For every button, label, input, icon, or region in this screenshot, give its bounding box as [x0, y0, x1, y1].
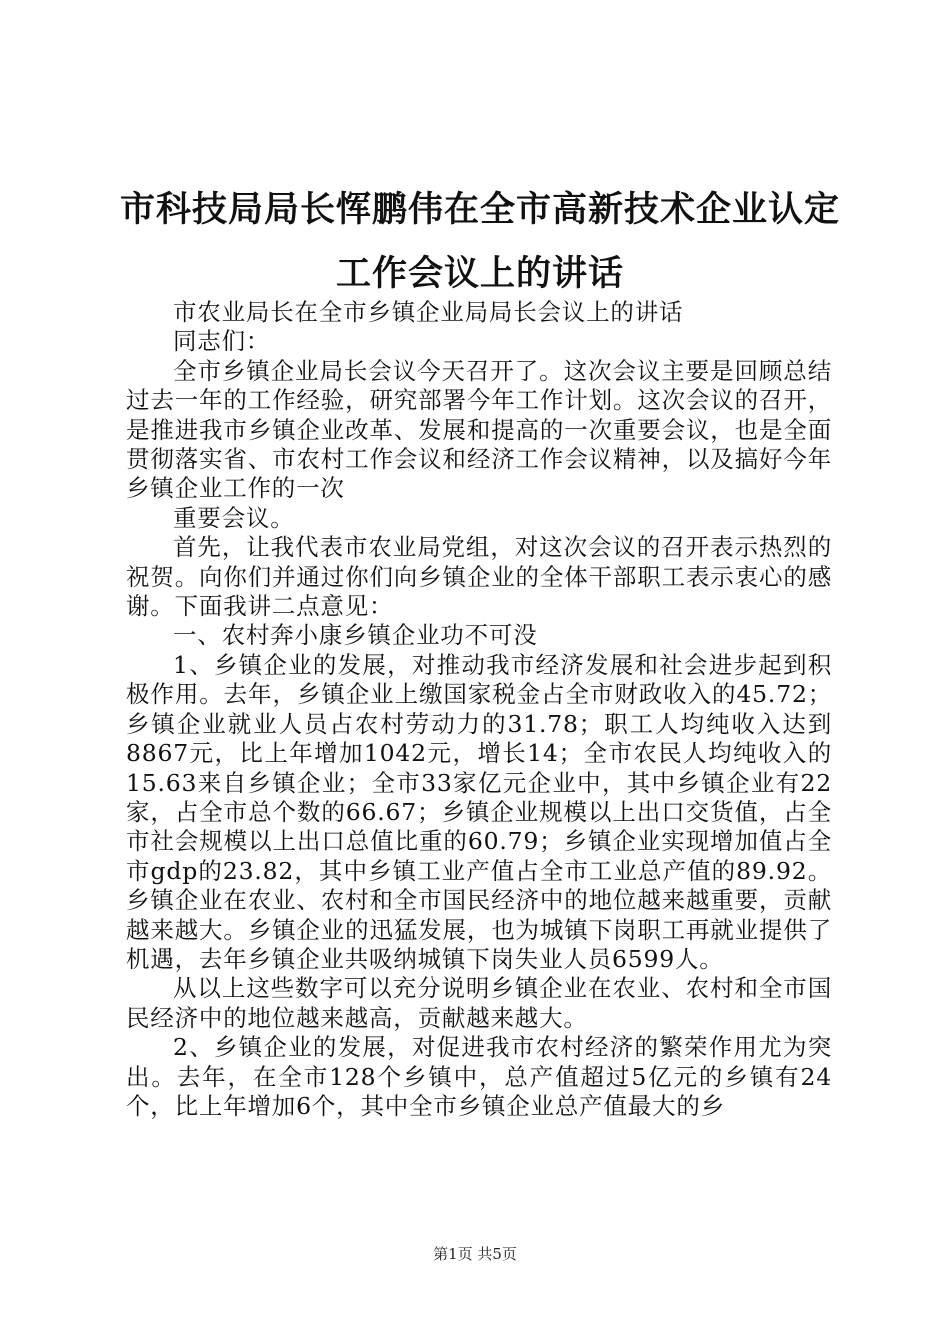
paragraph: 从以上这些数字可以充分说明乡镇企业在农业、农村和全市国民经济中的地位越来越高，贡献越来越大。	[126, 974, 832, 1032]
page-number-footer: 第1页 共5页	[433, 1245, 517, 1263]
document-title: 市科技局局长恽鹏伟在全市高新技术企业认定工作会议上的讲话	[120, 190, 841, 294]
paragraph: 2、乡镇企业的发展，对促进我市农村经济的繁荣作用尤为突出。去年，在全市128个乡镇中，总产值超过5亿元的乡镇有24个，比上年增加6个，其中全市乡镇企业总产值最大的乡	[126, 1033, 832, 1120]
paragraph-salutation: 同志们：	[173, 327, 271, 356]
paragraph-subtitle: 市农业局长在全市乡镇企业局局长会议上的讲话	[173, 298, 684, 326]
paragraph: 重要会议。	[173, 503, 295, 532]
paragraph: 首先，让我代表市农业局党组，对这次会议的召开表示热烈的祝贺。向你们并通过你们向乡镇企业的全体干部职工表示衷心的感谢。下面我讲二点意见：	[126, 533, 832, 621]
section-heading: 一、农村奔小康乡镇企业功不可没	[173, 621, 538, 650]
paragraph: 1、乡镇企业的发展，对推动我市经济发展和社会进步起到积极作用。去年，乡镇企业上缴国家税金占全市财政收入的45.72；乡镇企业就业人员占农村劳动力的31.78；职工人均纯收入达到8867元，比上年增加1042元，增长14；全市农民人均纯收入的15.63来自乡镇企业；全市33家亿元企业中，其中乡镇企业有22家，占全市总个数的66.67；乡镇企业规模以上出口交货值，占全市社会规模以上出口总值比重的60.79；乡镇企业实现增加值占全市gdp的23.82，其中乡镇工业产值占全市工业总产值的89.92。乡镇企业在农业、农村和全市国民经济中的地位越来越重要，贡献越来越大。乡镇企业的迅猛发展，也为城镇下岗职工再就业提供了机遇，去年乡镇企业共吸纳城镇下岗失业人员6599人。	[126, 650, 832, 973]
paragraph: 全市乡镇企业局长会议今天召开了。这次会议主要是回顾总结过去一年的工作经验，研究部署今年工作计划。这次会议的召开，是推进我市乡镇企业改革、发展和提高的一次重要会议，也是全面贯彻落实省、市农村工作会议和经济工作会议精神，以及搞好今年乡镇企业工作的一次	[126, 356, 832, 503]
document-body	[126, 298, 832, 1121]
